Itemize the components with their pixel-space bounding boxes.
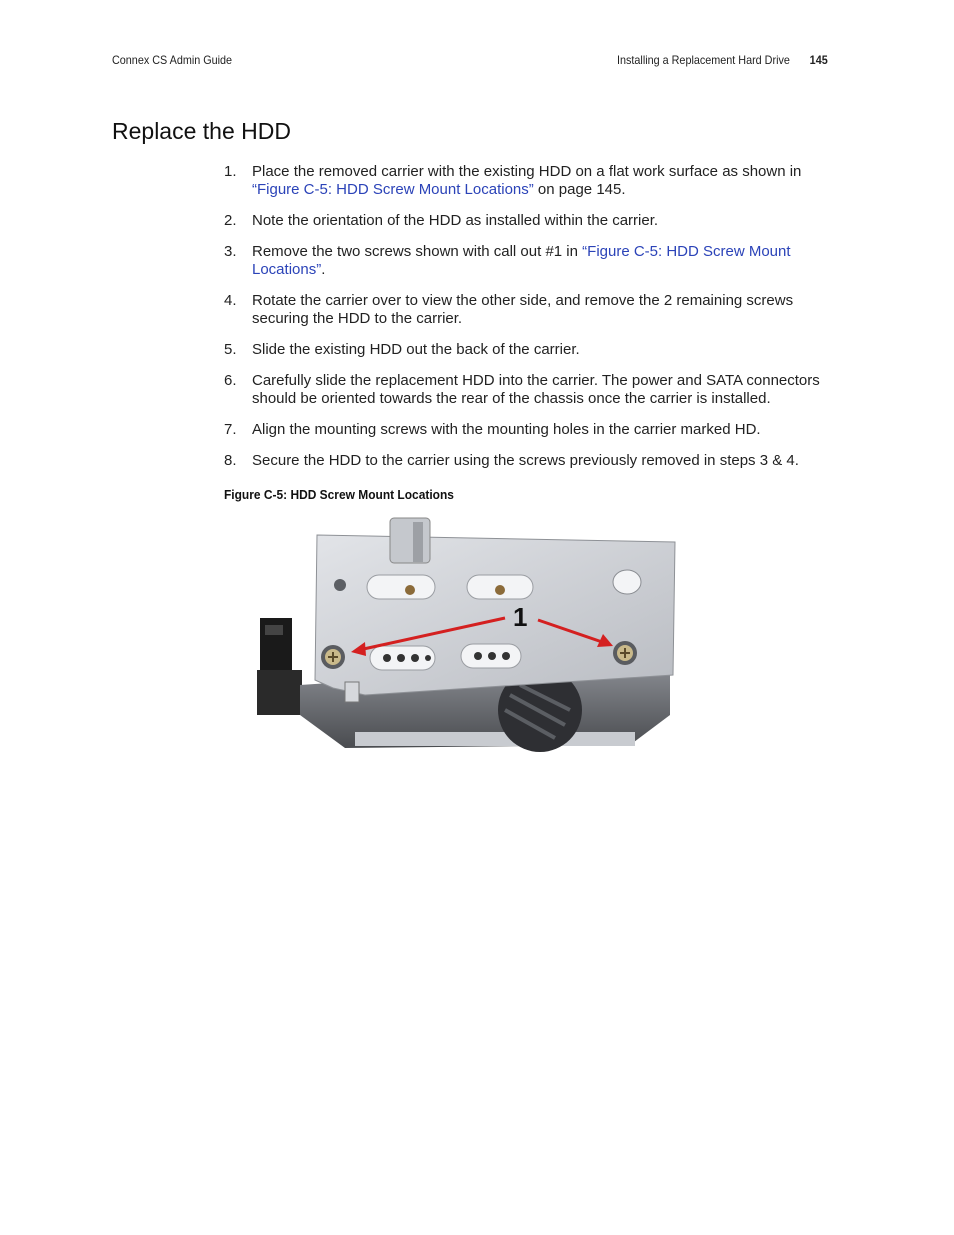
step-text bbox=[252, 163, 842, 199]
step-text bbox=[252, 421, 842, 439]
running-header-doc-title: Connex CS Admin Guide bbox=[112, 53, 233, 67]
figure-cross-reference-link[interactable]: “Figure C-5: HDD Screw Mount Locations” bbox=[252, 243, 791, 278]
step-text-lead: Align the mounting screws with the mounting holes in the carrier marked HD. bbox=[252, 421, 761, 438]
step-text bbox=[252, 292, 842, 328]
screw-left bbox=[321, 645, 345, 669]
step-number: 5. bbox=[224, 341, 237, 358]
step-number: 8. bbox=[224, 452, 237, 469]
step-number: 7. bbox=[224, 421, 237, 438]
step-text-lead: Rotate the carrier over to view the other side, and remove the 2 remaining screws securing the HDD to the carrier. bbox=[252, 292, 794, 327]
step-number: 4. bbox=[224, 292, 237, 309]
figure-cross-reference-link[interactable]: “Figure C-5: HDD Screw Mount Locations” bbox=[252, 181, 534, 198]
step-text-lead: Remove the two screws shown with call out #1 in bbox=[252, 243, 583, 260]
step-number: 6. bbox=[224, 372, 237, 389]
carrier-top-plate bbox=[315, 535, 675, 695]
step-item bbox=[224, 341, 842, 359]
carrier-bracket bbox=[345, 682, 359, 702]
connector-block bbox=[257, 618, 302, 715]
step-text-tail: on page 145. bbox=[533, 181, 626, 198]
step-item bbox=[224, 372, 842, 408]
step-text bbox=[252, 243, 842, 279]
step-text-lead: Slide the existing HDD out the back of the carrier. bbox=[252, 341, 580, 358]
page-number: 145 bbox=[809, 53, 828, 67]
section-title: Replace the HDD bbox=[112, 118, 291, 144]
step-item bbox=[224, 292, 842, 328]
step-text-lead: Carefully slide the replacement HDD into the carrier. The power and SATA connectors should be oriented towards the rear of the chassis once the carrier is installed. bbox=[252, 372, 820, 407]
carrier-tab bbox=[390, 518, 430, 563]
callout-number: 1 bbox=[513, 602, 528, 632]
running-header-section-title: Installing a Replacement Hard Drive bbox=[617, 53, 790, 67]
hdd-carrier-photo bbox=[255, 510, 725, 758]
figure-caption: Figure C-5: HDD Screw Mount Locations bbox=[224, 487, 454, 502]
step-text-lead: Note the orientation of the HDD as installed within the carrier. bbox=[252, 212, 659, 229]
step-item bbox=[224, 243, 842, 279]
step-text-lead: Secure the HDD to the carrier using the screws previously removed in steps 3 & 4. bbox=[252, 452, 799, 469]
step-text bbox=[252, 372, 842, 408]
step-text bbox=[252, 341, 842, 359]
step-number: 2. bbox=[224, 212, 237, 229]
screw-right bbox=[613, 641, 637, 665]
figure-hdd-screw-mount bbox=[255, 510, 725, 758]
step-item bbox=[224, 163, 842, 199]
running-header-section bbox=[617, 53, 828, 67]
step-text bbox=[252, 212, 842, 230]
step-number: 3. bbox=[224, 243, 237, 260]
step-text-lead: Place the removed carrier with the existing HDD on a flat work surface as shown in bbox=[252, 163, 802, 180]
step-text-tail: . bbox=[321, 261, 326, 278]
step-item bbox=[224, 452, 842, 470]
step-item bbox=[224, 421, 842, 439]
steps-list bbox=[224, 163, 842, 483]
step-number: 1. bbox=[224, 163, 237, 180]
step-text bbox=[252, 452, 842, 470]
step-item bbox=[224, 212, 842, 230]
